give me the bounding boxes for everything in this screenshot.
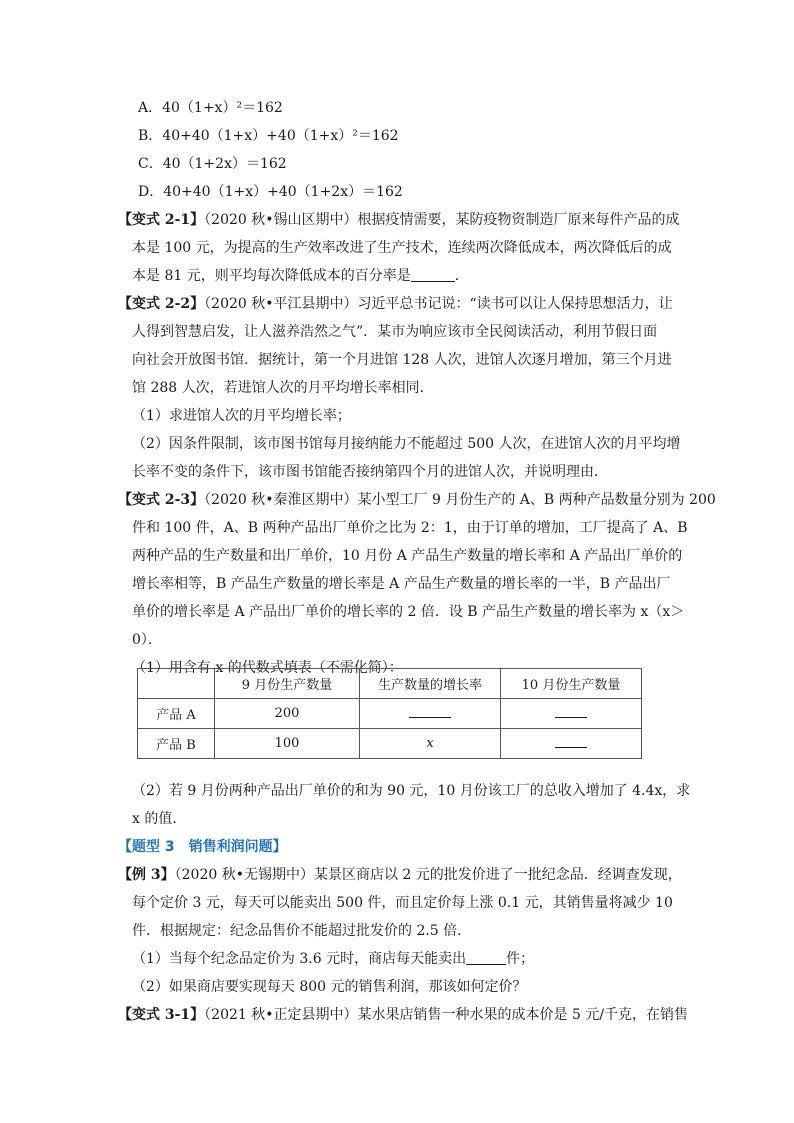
variant-2-2-line-3: 向社会开放图书馆．据统计，第一个月进馆 128 人次，进馆人次逐月增加，第三个月进: [132, 352, 672, 368]
answer-blank: [411, 267, 455, 282]
variant-3-1-label: 【变式 3-1】: [118, 1007, 205, 1023]
example-3-line-1: [118, 861, 682, 889]
answer-blank: [409, 705, 451, 718]
option-c: C．40（1+2x）＝162: [138, 156, 287, 172]
variant-2-2-line-1: [118, 290, 678, 318]
variant-2-1-text-3: 本是 81 元，则平均每次降低成本的百分率是: [132, 268, 411, 284]
example-3-line-3: 件．根据规定：纪念品售价不能超过批发价的 2.5 倍．: [132, 923, 472, 939]
option-b: B．40+40（1+x）+40（1+x）²＝162: [138, 128, 399, 144]
example-3-question-1: [118, 945, 678, 973]
variant-2-2-question-2b: 长率不变的条件下，该市图书馆能否接纳第四个月的进馆人次，并说明理由．: [132, 464, 608, 480]
variant-2-3-line-6: 0）．: [132, 632, 162, 648]
table-header-row: [138, 669, 642, 699]
table-cell-september: 200: [215, 699, 360, 729]
document-content: [118, 94, 716, 1029]
answer-blank: [466, 950, 506, 965]
example-3-label: 【例 3】: [118, 867, 175, 883]
variant-3-1-text: （2021 秋•正定县期中）某水果店销售一种水果的成本价是 5 元/千克，在销售: [204, 1007, 689, 1023]
table-header-cell: [138, 669, 215, 699]
table-row: [138, 699, 642, 729]
variant-2-3-line-1: [118, 486, 716, 514]
example-3-q1-text: （1）当每个纪念品定价为 3.6 元时，商店每天能卖出: [132, 951, 467, 967]
variant-2-2-text: （2020 秋•平江县期中）习近平总书记说：“读书可以让人保持思想活力，让: [204, 296, 673, 312]
variant-2-3-line-3: 两种产品的生产数量和出厂单价，10 月份 A 产品生产数量的增长率和 A 产品出厂单价的: [132, 548, 683, 564]
table-row: [138, 729, 642, 759]
table-cell-product: 产品 A: [138, 699, 215, 729]
variant-2-1-line-2: 本是 100 元，为提高的生产效率改进了生产技术，连续两次降低成本，两次降低后的成: [132, 240, 672, 256]
variant-2-3-text: （2020 秋•秦淮区期中）某小型工厂 9 月份生产的 A、B 两种产品数量分别为 200: [204, 492, 716, 508]
option-a: A．40（1+x）²＝162: [138, 100, 283, 116]
variant-2-1-text: （2020 秋•锡山区期中）根据疫情需要，某防疫物资制造厂原来每件产品的成: [204, 212, 680, 228]
variant-2-2-line-4: 馆 288 人次，若进馆人次的月平均增长率相同．: [132, 380, 434, 396]
variant-2-3-line-2: 件和 100 件，A、B 两种产品出厂单价之比为 2：1，由于订单的增加，工厂提高了 A、B: [132, 520, 688, 536]
table-cell-product: 产品 B: [138, 729, 215, 759]
section-3-title: 【题型 3 销售利润问题】: [118, 839, 287, 855]
table-header-cell: 生产数量的增长率: [360, 669, 501, 699]
variant-2-1-line-1: [118, 206, 678, 234]
example-3-question-2: （2）如果商店要实现每天 800 元的销售利润，那该如何定价？: [132, 979, 527, 995]
table-cell-rate: [360, 699, 501, 729]
table-header-cell: 10 月份生产数量: [501, 669, 642, 699]
variant-2-1-end: ．: [454, 268, 469, 284]
variant-2-1-line-3: [118, 262, 678, 290]
variant-2-2-question-2a: （2）因条件限制，该市图书馆每月接纳能力不能超过 500 人次，在进馆人次的月平均增: [132, 436, 681, 452]
table-cell-october: [501, 729, 642, 759]
variant-2-2-question-1: （1）求进馆人次的月平均增长率；: [132, 408, 351, 424]
variant-2-3-line-5: 单价的增长率是 A 产品出厂单价的增长率的 2 倍．设 B 产品生产数量的增长率为 x（x＞: [132, 604, 685, 620]
variant-2-3-question-2b: x 的值．: [132, 811, 187, 827]
variant-2-3-line-4: 增长率相等，B 产品生产数量的增长率是 A 产品生产数量的增长率的一半，B 产品出厂: [132, 576, 671, 592]
example-3-text: （2020 秋•无锡期中）某景区商店以 2 元的批发价进了一批纪念品．经调查发现，: [174, 867, 682, 883]
table-cell-rate: x: [360, 729, 501, 759]
variant-2-2-label: 【变式 2-2】: [118, 296, 205, 312]
table-cell-september: 100: [215, 729, 360, 759]
table-header-cell: 9 月份生产数量: [215, 669, 360, 699]
fill-in-table: [137, 668, 642, 759]
example-3-q1-end: 件；: [506, 951, 535, 967]
variant-2-3-question-1: （1）用含有 x 的代数式填表（不需化简）：: [132, 660, 403, 676]
variant-3-1-line-1: [118, 1001, 689, 1029]
option-d: D．40+40（1+x）+40（1+2x）＝162: [138, 184, 403, 200]
variant-2-3-question-2a: （2）若 9 月份两种产品出厂单价的和为 90 元，10 月份该工厂的总收入增加了 4.4x，求: [132, 783, 691, 799]
variant-2-3-label: 【变式 2-3】: [118, 492, 205, 508]
table-cell-october: [501, 699, 642, 729]
example-3-line-2: 每个定价 3 元，每天可以能卖出 500 件，而且定价每上涨 0.1 元，其销售量将减少 10: [132, 895, 673, 911]
answer-blank: [555, 735, 587, 748]
variant-2-1-label: 【变式 2-1】: [118, 212, 205, 228]
variant-2-2-line-2: 人得到智慧启发，让人滋养浩然之气”．某市为响应该市全民阅读活动，利用节假日面: [132, 324, 658, 340]
answer-blank: [555, 705, 587, 718]
